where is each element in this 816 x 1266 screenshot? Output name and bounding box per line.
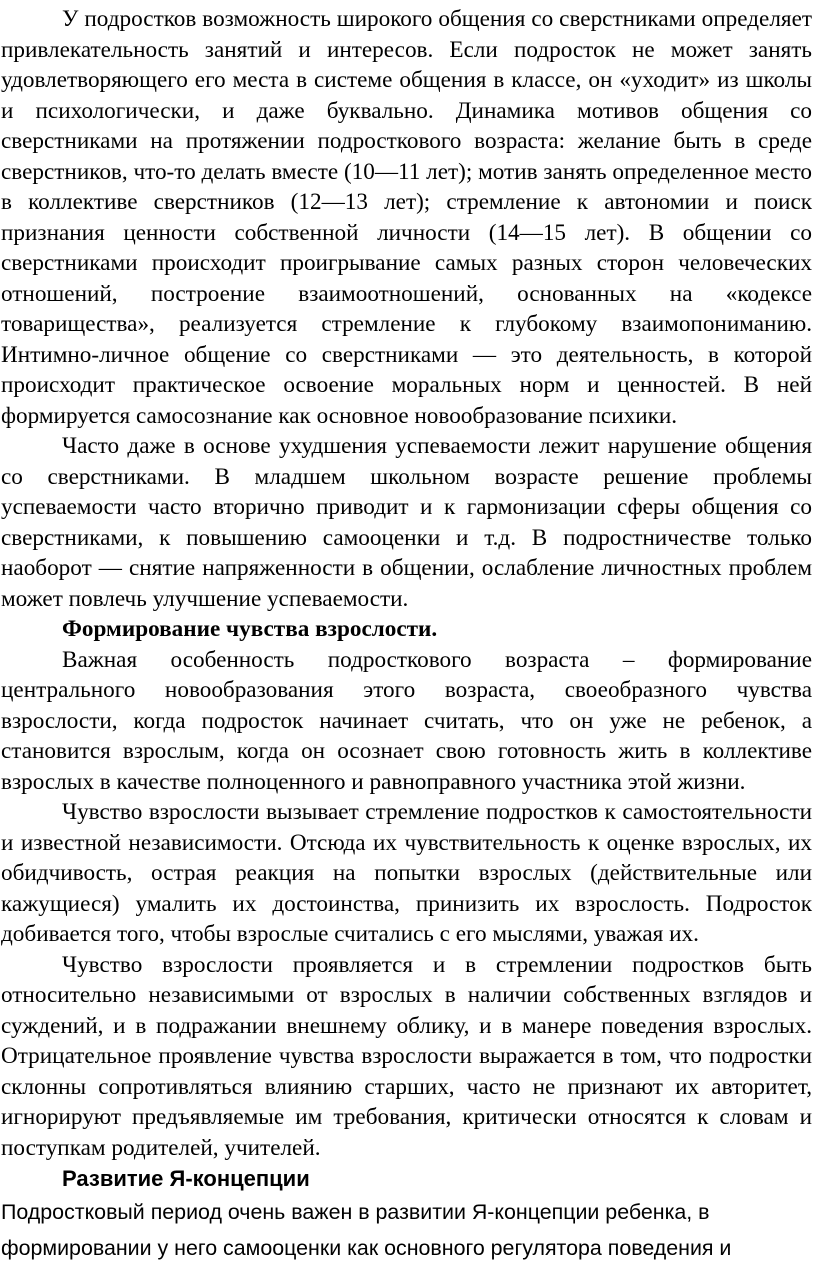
- paragraph-independence: Чувство взрослости вызывает стремление подростков к самостоятельности и известной независимости. Отсюда их чувствительность к оценке взрослых, их обидчивость, острая реакция на попытки взрослых (действительные или кажущиеся) умалить их достоинства, принизить их взрослость. Подросток добивается того, чтобы взрослые считались с его мыслями, уважая их.: [1, 799, 812, 947]
- heading-self-concept: Развитие Я-концепции: [62, 1166, 310, 1191]
- paragraph-adult-imitation: Чувство взрослости проявляется и в стремлении подростков быть относительно независимыми от взрослых в наличии собственных взглядов и суждений, и в подражании внешнему облику, и в манере поведения взрослых. Отрицательное проявление чувства взрослости выражается в том, что подростки склонны сопротивляться влиянию старших, часто не признают их авторитет, игнорируют предъявляемые им требования, критически относятся к словам и поступкам родителей, учителей.: [1, 951, 812, 1161]
- heading-adulthood-feeling: Формирование чувства взрослости.: [62, 616, 438, 642]
- paragraph-self-concept: Подростковый период очень важен в развитии Я-концепции ребенка, в формировании у него самооценки как основного регулятора поведения и: [1, 1200, 732, 1260]
- paragraph-peer-communication: У подростков возможность широкого общения со сверстниками определяет привлекательность занятий и интересов. Если подросток не может занять удовлетворяющего его места в системе общения в классе, он «уходит» из школы и психологически, и даже буквально. Динамика мотивов общения со сверстниками на протяжении подросткового возраста: желание быть в среде сверстников, что-то делать вместе (10—11 лет); мотив занять определенное место в коллективе сверстников (12—13 лет); стремление к автономии и поиск признания ценности собственной личности (14—15 лет). В общении со сверстниками происходит проигрывание самых разных сторон человеческих отношений, построение взаимоотношений, основанных на «кодексе товарищества», реализуется стремление к глубокому взаимопониманию. Интимно-личное общение со сверстниками — это деятельность, в которой происходит практическое освоение моральных норм и ценностей. В ней формируется самосознание как основное новообразование психики.: [1, 6, 812, 429]
- paragraph-central-neoformation: Важная особенность подросткового возраста – формирование центрального новообразования этого возраста, своеобразного чувства взрослости, когда подросток начинает считать, что он уже не ребенок, а становится взрослым, когда он осознает свою готовность жить в коллективе взрослых в качестве полноценного и равноправного участника этой жизни.: [1, 646, 812, 795]
- paragraph-academic-performance: Часто даже в основе ухудшения успеваемости лежит нарушение общения со сверстниками. В младшем школьном возрасте решение проблемы успеваемости часто вторично приводит и к гармонизации сферы общения со сверстниками, к повышению самооценки и т.д. В подростничестве только наоборот — снятие напряженности в общении, ослабление личностных проблем может повлечь улучшение успеваемости.: [1, 433, 812, 612]
